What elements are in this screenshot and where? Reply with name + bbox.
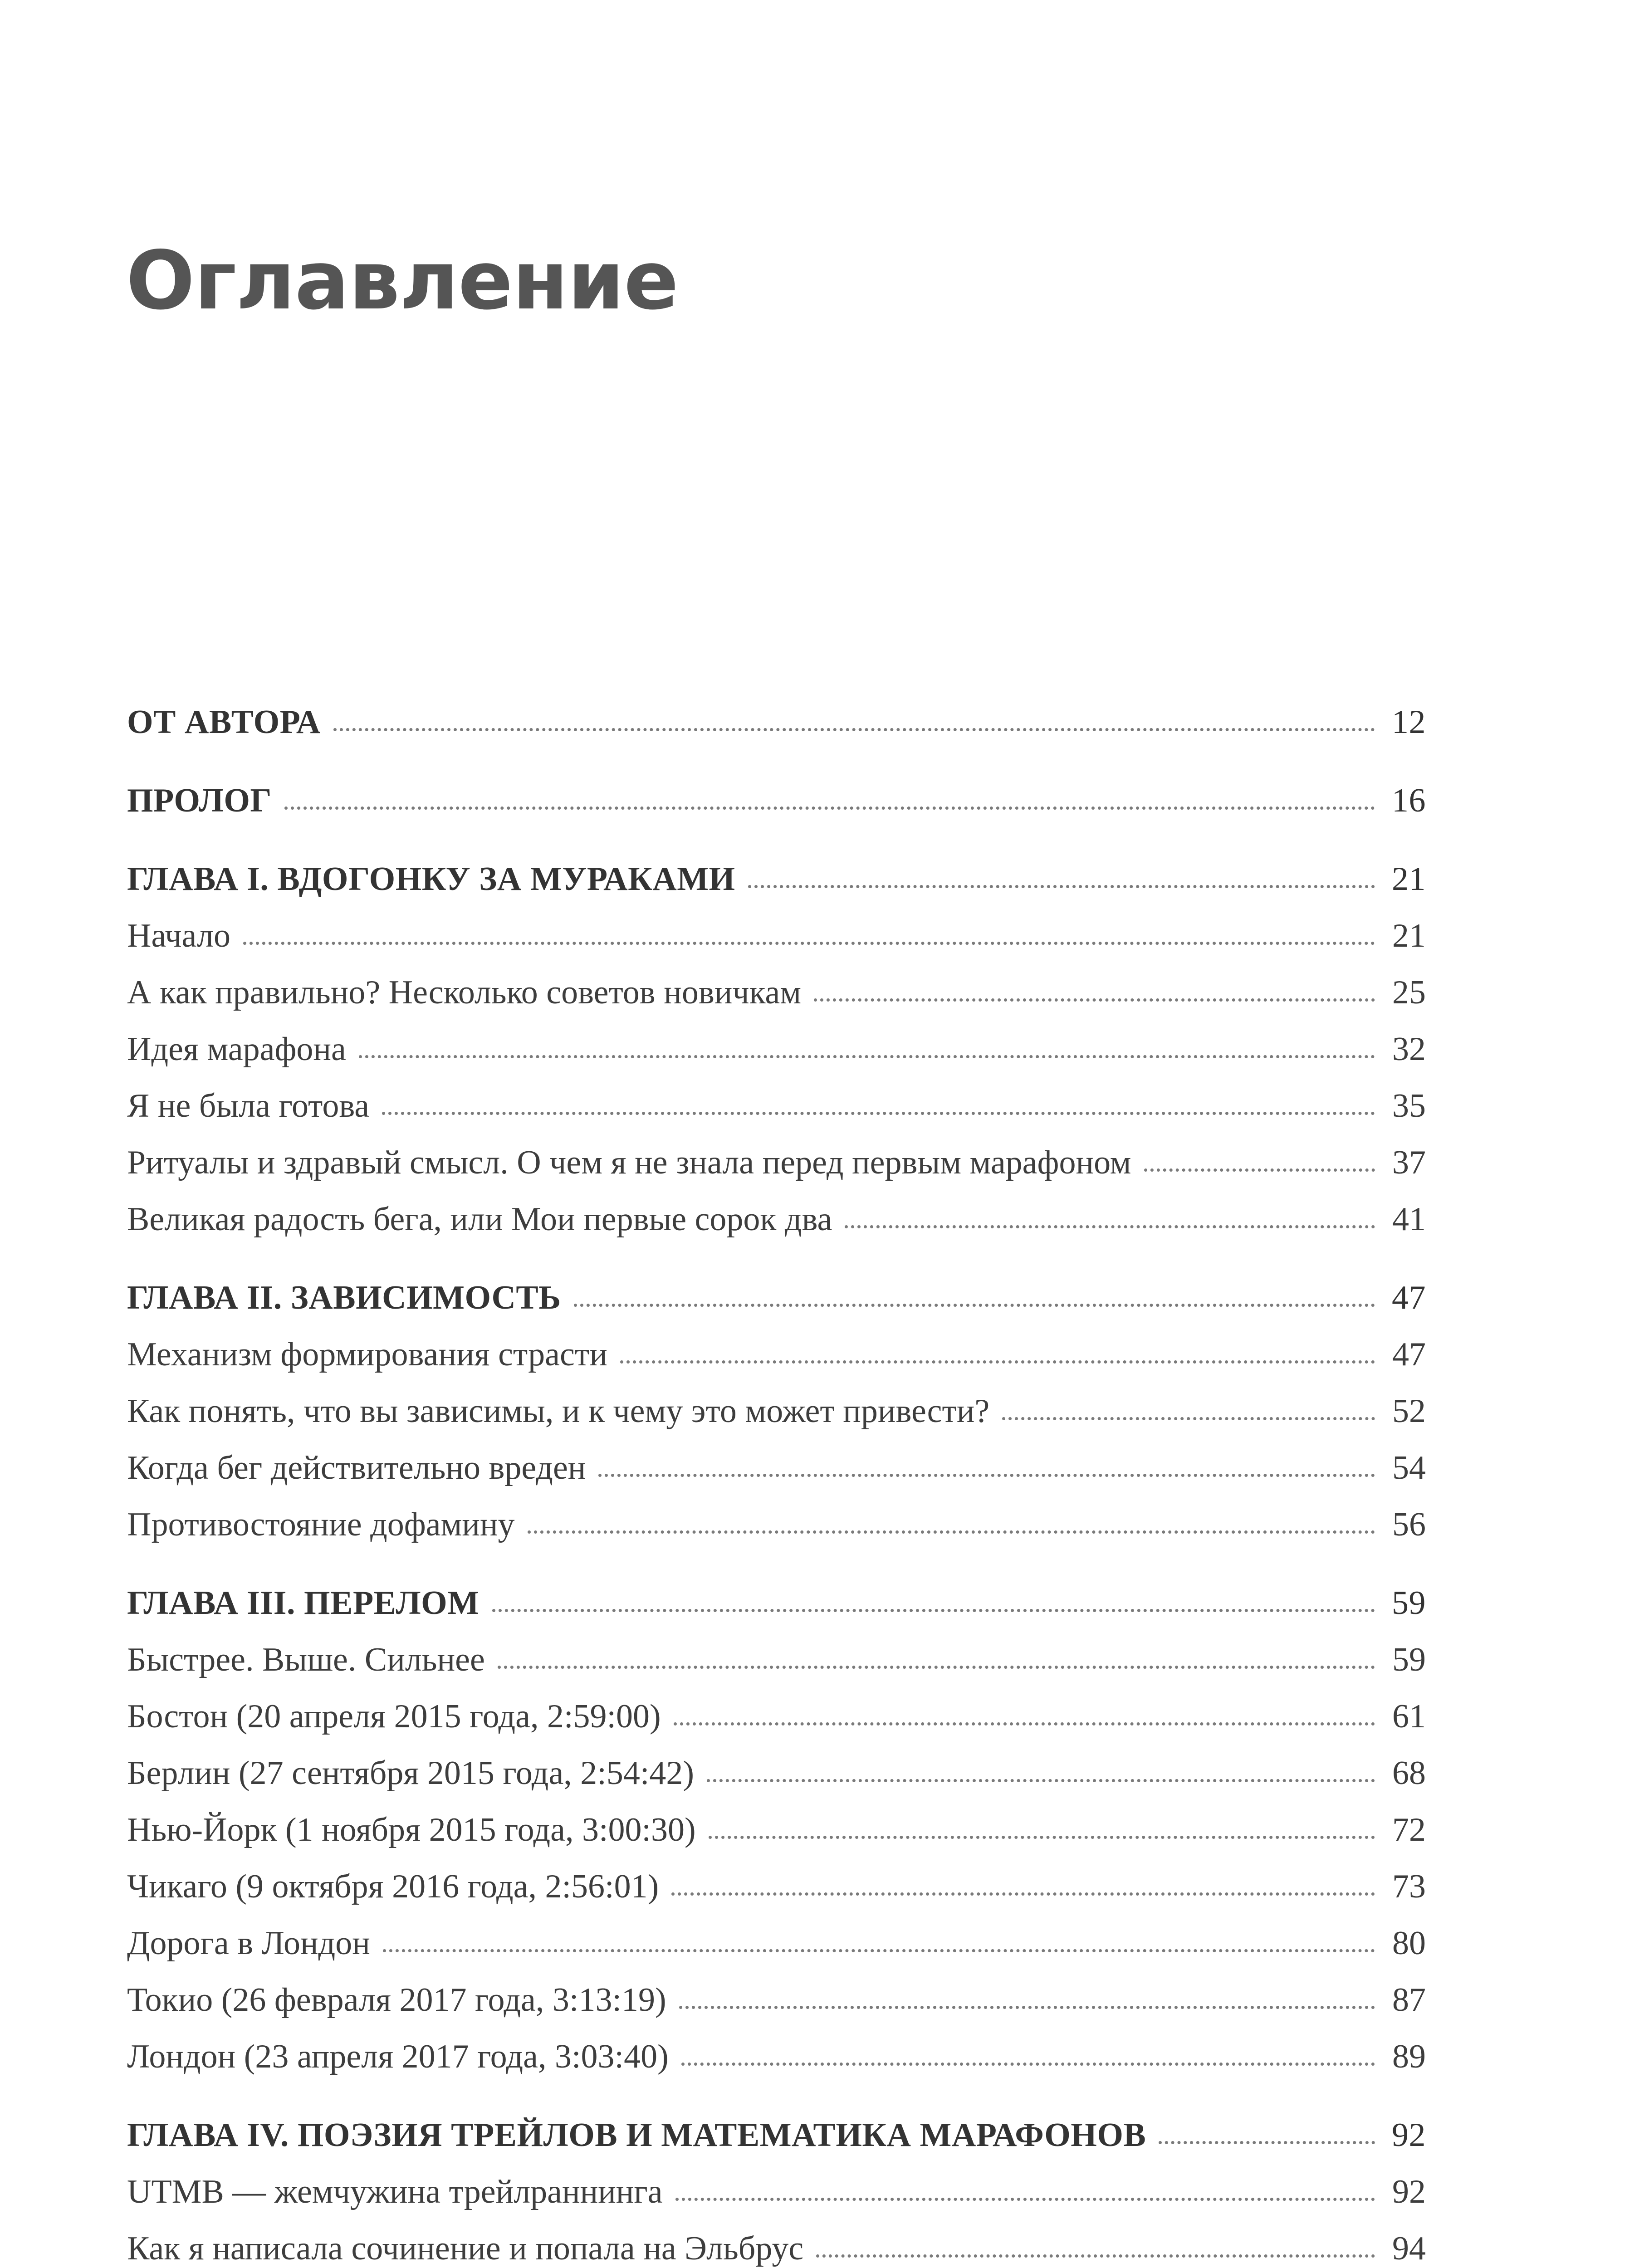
toc-section-entry xyxy=(127,1802,1426,1858)
toc-entry-page-number: 80 xyxy=(1392,1925,1426,1962)
toc-entry-page-number: 25 xyxy=(1392,974,1426,1011)
toc-chapter-entry xyxy=(127,851,1426,908)
toc-section-entry xyxy=(127,1745,1426,1802)
toc-section-entry xyxy=(127,1688,1426,1745)
toc-section-entry xyxy=(127,1326,1426,1383)
dot-leader xyxy=(675,2198,1375,2201)
toc-entry-page-number: 59 xyxy=(1392,1584,1426,1622)
dot-leader xyxy=(671,1892,1375,1896)
dot-leader xyxy=(845,1225,1375,1228)
toc-entry-title: Противостояние дофамину xyxy=(127,1506,515,1543)
table-of-contents xyxy=(127,694,1426,2268)
toc-section-entry xyxy=(127,1632,1426,1688)
toc-entry-page-number: 47 xyxy=(1392,1336,1426,1373)
toc-entry-page-number: 72 xyxy=(1392,1811,1426,1848)
toc-entry-page-number: 16 xyxy=(1392,782,1426,819)
toc-entry-title: Идея марафона xyxy=(127,1031,346,1068)
toc-entry-title: ПРОЛОГ xyxy=(127,782,272,819)
toc-section-entry xyxy=(127,1972,1426,2028)
toc-section-entry xyxy=(127,1496,1426,1553)
toc-entry-title: Быстрее. Выше. Сильнее xyxy=(127,1641,485,1678)
toc-entry-title: Великая радость бега, или Мои первые сорок два xyxy=(127,1201,832,1238)
toc-entry-title: Лондон (23 апреля 2017 года, 3:03:40) xyxy=(127,2038,669,2075)
toc-entry-page-number: 56 xyxy=(1392,1506,1426,1543)
toc-chapter-entry xyxy=(127,772,1426,829)
toc-entry-title: Нью-Йорк (1 ноября 2015 года, 3:00:30) xyxy=(127,1811,696,1848)
toc-section-entry xyxy=(127,1858,1426,1915)
toc-entry-title: ГЛАВА I. ВДОГОНКУ ЗА МУРАКАМИ xyxy=(127,860,735,898)
dot-leader xyxy=(681,2063,1375,2066)
toc-entry-title: Токио (26 февраля 2017 года, 3:13:19) xyxy=(127,1981,666,2019)
toc-entry-title: Как я написала сочинение и попала на Эльбрус xyxy=(127,2230,804,2267)
toc-entry-title: ГЛАВА II. ЗАВИСИМОСТЬ xyxy=(127,1279,561,1316)
dot-leader xyxy=(284,807,1375,810)
toc-chapter-entry xyxy=(127,1270,1426,1326)
toc-entry-title: Механизм формирования страсти xyxy=(127,1336,607,1373)
toc-entry-page-number: 21 xyxy=(1392,860,1426,898)
toc-section-entry xyxy=(127,1021,1426,1078)
toc-entry-page-number: 73 xyxy=(1392,1868,1426,1905)
toc-entry-title: Ритуалы и здравый смысл. О чем я не знала перед первым марафоном xyxy=(127,1144,1131,1181)
toc-entry-page-number: 92 xyxy=(1392,2173,1426,2210)
dot-leader xyxy=(492,1609,1375,1612)
dot-leader xyxy=(814,998,1375,1002)
dot-leader xyxy=(574,1304,1375,1307)
toc-entry-page-number: 89 xyxy=(1392,2038,1426,2075)
dot-leader xyxy=(382,1112,1375,1115)
toc-chapter-entry xyxy=(127,694,1426,751)
toc-entry-page-number: 87 xyxy=(1392,1981,1426,2019)
dot-leader xyxy=(1159,2141,1375,2144)
dot-leader xyxy=(333,728,1375,731)
toc-entry-page-number: 92 xyxy=(1392,2116,1426,2154)
toc-section-entry xyxy=(127,908,1426,964)
dot-leader xyxy=(498,1666,1375,1669)
toc-section-entry xyxy=(127,2220,1426,2268)
dot-leader xyxy=(359,1055,1375,1058)
toc-entry-page-number: 21 xyxy=(1392,917,1426,954)
toc-entry-title: Дорога в Лондон xyxy=(127,1925,370,1962)
toc-chapter-entry xyxy=(127,1575,1426,1632)
toc-section-entry xyxy=(127,1191,1426,1248)
toc-section-entry xyxy=(127,2164,1426,2220)
toc-entry-page-number: 32 xyxy=(1392,1031,1426,1068)
toc-entry-page-number: 54 xyxy=(1392,1449,1426,1486)
toc-entry-title: Бостон (20 апреля 2015 года, 2:59:00) xyxy=(127,1698,661,1735)
toc-section-entry xyxy=(127,1134,1426,1191)
toc-entry-title: UTMB — жемчужина трейлраннинга xyxy=(127,2173,663,2210)
toc-section-entry xyxy=(127,1915,1426,1972)
toc-entry-title: А как правильно? Несколько советов новичкам xyxy=(127,974,802,1011)
toc-section-entry xyxy=(127,1078,1426,1134)
toc-entry-title: Начало xyxy=(127,917,230,954)
toc-entry-page-number: 61 xyxy=(1392,1698,1426,1735)
toc-entry-title: Когда бег действительно вреден xyxy=(127,1449,586,1486)
dot-leader xyxy=(1144,1168,1375,1172)
toc-section-entry xyxy=(127,1383,1426,1440)
toc-entry-page-number: 52 xyxy=(1392,1393,1426,1430)
page-title: Оглавление xyxy=(126,234,678,327)
dot-leader xyxy=(707,1779,1375,1782)
toc-entry-title: ОТ АВТОРА xyxy=(127,704,321,741)
toc-entry-title: Как понять, что вы зависимы, и к чему это может привести? xyxy=(127,1393,990,1430)
toc-section-entry xyxy=(127,2028,1426,2085)
toc-entry-page-number: 47 xyxy=(1392,1279,1426,1316)
toc-entry-page-number: 37 xyxy=(1392,1144,1426,1181)
toc-entry-title: Берлин (27 сентября 2015 года, 2:54:42) xyxy=(127,1755,695,1792)
toc-chapter-entry xyxy=(127,2107,1426,2164)
dot-leader xyxy=(674,1722,1375,1725)
dot-leader xyxy=(679,2006,1375,2009)
dot-leader xyxy=(816,2254,1375,2258)
dot-leader xyxy=(1002,1417,1375,1420)
dot-leader xyxy=(598,1474,1375,1477)
dot-leader xyxy=(243,942,1375,945)
toc-entry-title: ГЛАВА IV. ПОЭЗИЯ ТРЕЙЛОВ И МАТЕМАТИКА МАРАФОНОВ xyxy=(127,2116,1146,2154)
dot-leader xyxy=(528,1530,1375,1534)
toc-entry-title: Чикаго (9 октября 2016 года, 2:56:01) xyxy=(127,1868,659,1905)
toc-entry-page-number: 94 xyxy=(1392,2230,1426,2267)
toc-entry-page-number: 41 xyxy=(1392,1201,1426,1238)
toc-entry-page-number: 68 xyxy=(1392,1755,1426,1792)
dot-leader xyxy=(709,1836,1375,1839)
toc-section-entry xyxy=(127,964,1426,1021)
dot-leader xyxy=(620,1360,1375,1364)
toc-entry-title: Я не была готова xyxy=(127,1087,370,1124)
toc-entry-page-number: 35 xyxy=(1392,1087,1426,1124)
toc-section-entry xyxy=(127,1440,1426,1496)
toc-entry-page-number: 59 xyxy=(1392,1641,1426,1678)
toc-entry-title: ГЛАВА III. ПЕРЕЛОМ xyxy=(127,1584,480,1622)
dot-leader xyxy=(748,885,1375,888)
dot-leader xyxy=(383,1949,1375,1952)
toc-entry-page-number: 12 xyxy=(1392,704,1426,741)
